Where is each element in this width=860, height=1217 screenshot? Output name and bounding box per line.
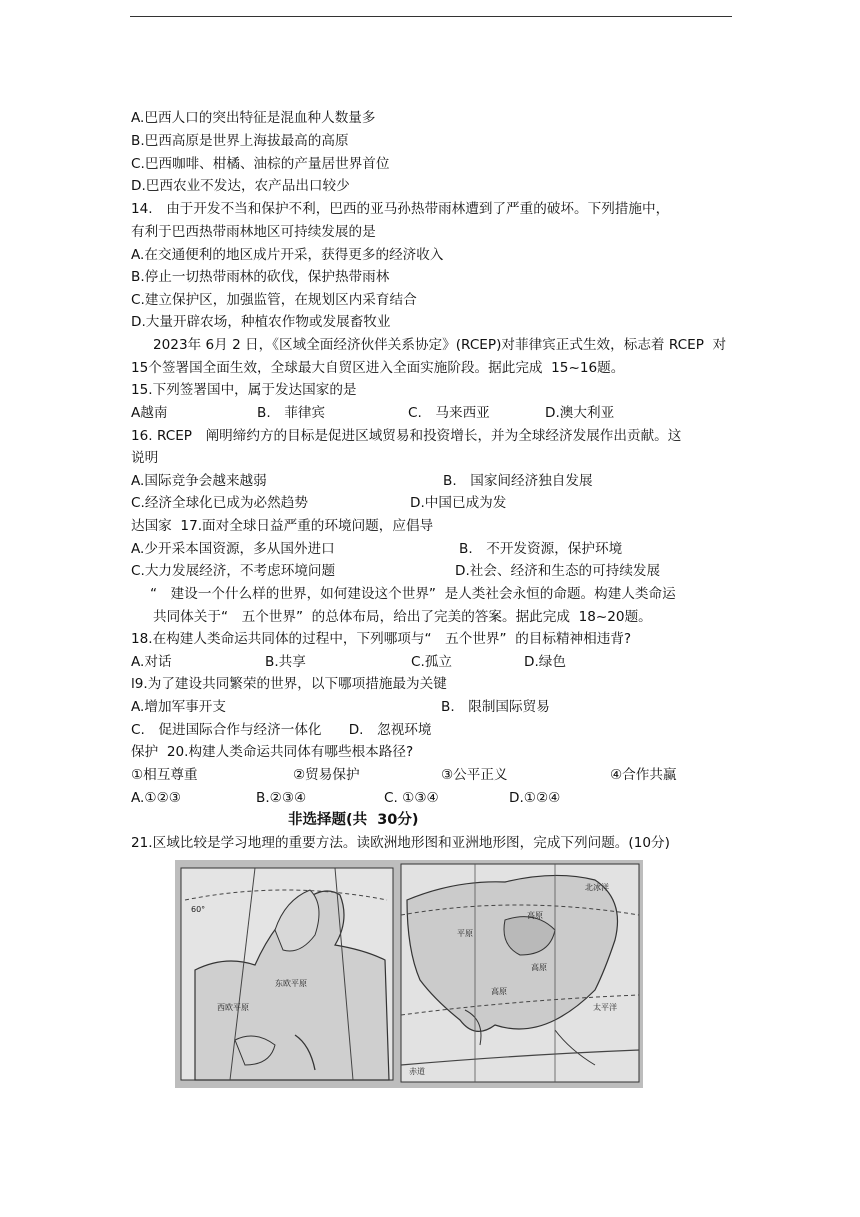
option-18c: C.孤立 (411, 654, 453, 670)
asia-ocean-label-ne: 北冰洋 (585, 883, 609, 892)
passage-five-worlds-cont: 共同体关于“ 五个世界” 的总体布局，给出了完美的答案。据此完成 18~20题。 (153, 609, 652, 625)
option-20c: C. ①③④ (384, 790, 439, 806)
option-14d: D.大量开辟农场，种植农作物或发展畜牧业 (131, 314, 391, 330)
option-16c: C.经济全球化已成为必然趋势 (131, 495, 308, 511)
question-16: 16. RCEP 阐明缔约方的目标是促进区域贸易和投资增长，并为全球经济发展作出贡献。这 (131, 428, 682, 444)
asia-plateau-label-3: 高原 (491, 987, 507, 996)
header-rule (130, 16, 732, 17)
item-20-4: ④合作共赢 (610, 767, 677, 783)
option-13b: B.巴西高原是世界上海拔最高的高原 (131, 133, 349, 149)
option-15d: D.澳大利亚 (545, 405, 615, 421)
question-14: 14. 由于开发不当和保护不利，巴西的亚马孙热带雨林遭到了严重的破坏。下列措施中， (131, 201, 670, 217)
option-18b: B.共享 (265, 654, 306, 670)
option-17c: C.大力发展经济，不考虑环境问题 (131, 563, 336, 579)
option-13c: C.巴西咖啡、柑橘、油棕的产量居世界首位 (131, 156, 390, 172)
option-15c: C. 马来西亚 (408, 405, 490, 421)
question-15: 15.下列签署国中，属于发达国家的是 (131, 382, 357, 398)
option-18d: D.绿色 (524, 654, 566, 670)
option-17d: D.社会、经济和生态的可持续发展 (455, 563, 661, 579)
option-19cd: C. 促进国际合作与经济一体化 D. 忽视环境 (131, 722, 432, 738)
question-21: 21.区域比较是学习地理的重要方法。读欧洲地形图和亚洲地形图，完成下列问题。(10分) (131, 835, 670, 851)
option-14c: C.建立保护区，加强监管，在规划区内采育结合 (131, 292, 417, 308)
asia-plain-label: 平原 (457, 929, 473, 938)
option-16b: B. 国家间经济独自发展 (443, 473, 593, 489)
option-16d: D.中国已成为发 (410, 495, 507, 511)
option-17a: A.少开采本国资源，多从国外进口 (131, 541, 335, 557)
option-20d: D.①②④ (509, 790, 561, 806)
asia-plateau-label-1: 高原 (527, 911, 543, 920)
section-heading: 非选择题(共 30分) (288, 812, 419, 828)
option-14a: A.在交通便利的地区成片开采，获得更多的经济收入 (131, 247, 444, 263)
question-20: 保护 20.构建人类命运共同体有哪些根本路径? (131, 744, 414, 760)
option-15a: A越南 (131, 405, 168, 421)
option-13d: D.巴西农业不发达，农产品出口较少 (131, 178, 350, 194)
asia-plateau-label-2: 高原 (531, 963, 547, 972)
europe-asia-map-figure (175, 860, 643, 1088)
option-19b: B. 限制国际贸易 (441, 699, 550, 715)
option-20a: A.①②③ (131, 790, 181, 806)
passage-rcep-cont: 15个签署国全面生效，全球最大自贸区进入全面实施阶段。据此完成 15~16题。 (131, 360, 625, 376)
option-13a: A.巴西人口的突出特征是混血种人数量多 (131, 110, 376, 126)
option-14b: B.停止一切热带雨林的砍伐，保护热带雨林 (131, 269, 390, 285)
europe-plain-east-label: 东欧平原 (275, 979, 307, 988)
item-20-2: ②贸易保护 (293, 767, 360, 783)
option-18a: A.对话 (131, 654, 172, 670)
option-20b: B.②③④ (256, 790, 307, 806)
question-17: 达国家 17.面对全球日益严重的环境问题，应倡导 (131, 518, 434, 534)
asia-ocean-label-se: 太平洋 (593, 1003, 617, 1012)
passage-five-worlds: “ 建设一个什么样的世界，如何建设这个世界” 是人类社会永恒的命题。构建人类命运 (150, 586, 676, 602)
asia-map (401, 864, 639, 1082)
europe-map (181, 868, 393, 1080)
question-19: l9.为了建设共同繁荣的世界，以下哪项措施最为关键 (131, 676, 447, 692)
item-20-1: ①相互尊重 (131, 767, 198, 783)
europe-plain-west-label: 西欧平原 (217, 1003, 249, 1012)
option-19a: A.增加军事开支 (131, 699, 226, 715)
question-18: 18.在构建人类命运共同体的过程中，下列哪项与“ 五个世界” 的目标精神相违背? (131, 631, 632, 647)
passage-rcep: 2023年 6月 2 日，《区域全面经济伙伴关系协定》(RCEP)对菲律宾正式生效，标志着 RCEP 对 (153, 337, 727, 353)
question-14-cont: 有利于巴西热带雨林地区可持续发展的是 (131, 224, 376, 240)
option-16a: A.国际竞争会越来越弱 (131, 473, 267, 489)
europe-lat-label: 60° (191, 905, 206, 914)
item-20-3: ③公平正义 (441, 767, 508, 783)
question-16-cont: 说明 (131, 450, 159, 466)
option-15b: B. 菲律宾 (257, 405, 326, 421)
asia-equator-label: 赤道 (409, 1067, 425, 1076)
option-17b: B. 不开发资源，保护环境 (459, 541, 623, 557)
